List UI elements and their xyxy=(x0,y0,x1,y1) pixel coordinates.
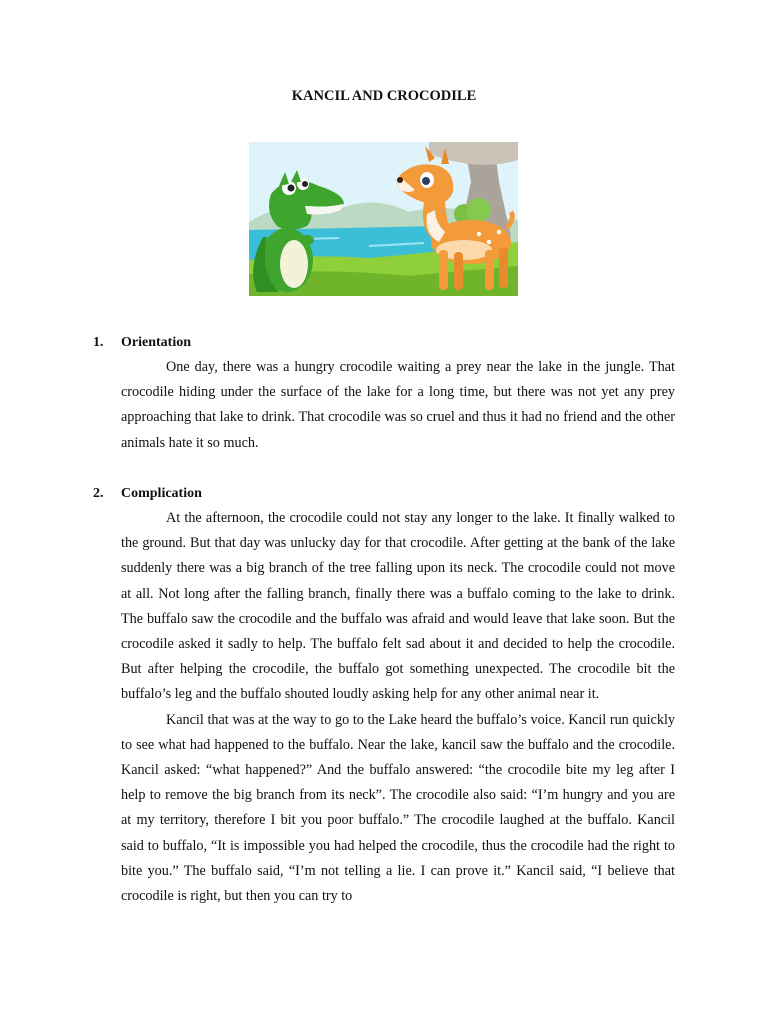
story-illustration xyxy=(249,142,518,296)
section-orientation xyxy=(93,330,675,456)
section-title: Orientation xyxy=(121,335,191,350)
section-title: Complication xyxy=(121,486,202,501)
paragraph: At the afternoon, the crocodile could not stay any longer to the lake. It finally walked to the ground. But that day was unlucky day for that crocodile. After getting at the bank of the lake suddenly there was a big branch of the tree falling upon its neck. The crocodile could not move at all. Not long after the falling branch, finally there was a buffalo coming to the lake to drink. The buffalo saw the crocodile and the buffalo was afraid and would leave that lake soon. But the crocodile asked it sadly to help. The buffalo felt sad about it and decided to help the crocodile. But after helping the crocodile, the buffalo got something unexpected. The crocodile bit the buffalo’s leg and the buffalo shouted loudly asking help for any other animal near it. xyxy=(121,510,675,703)
section-number: 1. xyxy=(93,335,104,350)
paragraph: One day, there was a hungry crocodile waiting a prey near the lake in the jungle. That crocodile hiding under the surface of the lake for a long time, but there was not yet any prey approaching that lake to drink. That crocodile was so cruel and thus it had no friend and the other animals hate it so much. xyxy=(121,359,675,451)
document-title: KANCIL AND CROCODILE xyxy=(291,88,477,104)
section-heading xyxy=(93,481,675,506)
section-complication xyxy=(93,481,675,909)
section-number: 2. xyxy=(93,486,104,501)
section-heading xyxy=(93,330,675,355)
paragraph: Kancil that was at the way to go to the Lake heard the buffalo’s voice. Kancil run quickly to see what had happened to the buffalo. Near the lake, kancil saw the buffalo and the crocodile. Kancil asked: “what happened?” And the buffalo answered: “the crocodile bite my leg after I help to remove the big branch from its neck”. The crocodile also said: “I’m hungry and you are at my territory, therefore I bit you poor buffalo.” The crocodile laughed at the buffalo. Kancil said to buffalo, “It is impossible you had helped the crocodile, thus the crocodile had the right to bite you.” The buffalo said, “I’m not telling a lie. I can prove it.” Kancil said, “I believe that crocodile is right, but then you can try to xyxy=(121,711,675,905)
